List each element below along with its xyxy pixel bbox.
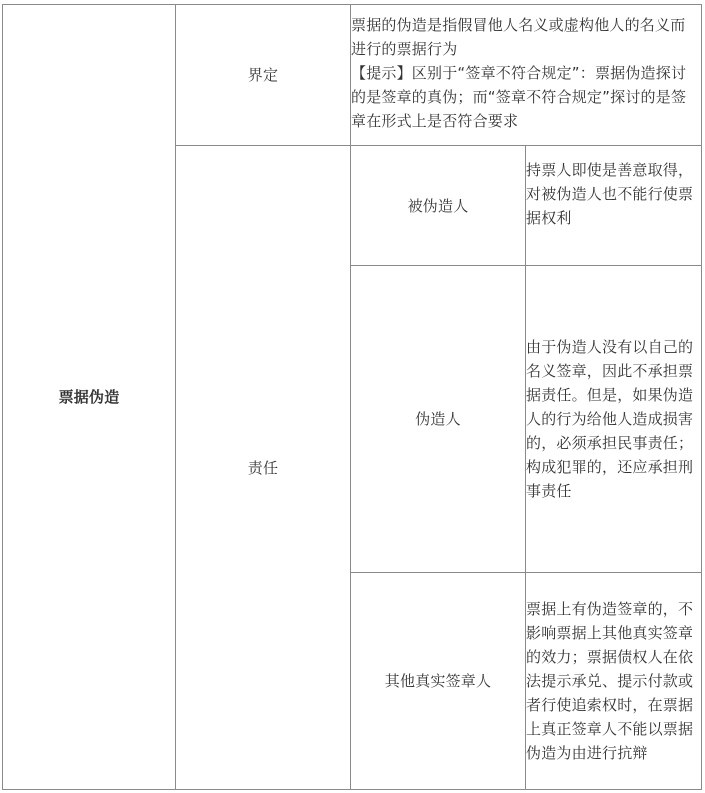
party-cell-forger (351, 266, 525, 572)
party-label: 被伪造人 (407, 196, 469, 215)
table-border-right (701, 4, 702, 790)
liability-text-cell-other-signers (526, 573, 694, 789)
party-cell-forged-person (351, 146, 525, 265)
topic-label: 票据伪造 (58, 388, 120, 406)
liability-text-cell-forged-person (526, 158, 694, 258)
liability-label: 责任 (247, 458, 279, 477)
liability-text: 持票人即使是善意取得，对被伪造人也不能行使票据权利 (526, 161, 694, 227)
topic-cell (3, 5, 175, 789)
definition-content-cell (351, 13, 691, 137)
liability-text: 由于伪造人没有以自己的名义签章，因此不承担票据责任。但是，如果伪造人的行为给他人造成损害的，必须承担民事责任；构成犯罪的，还应承担刑事责任 (526, 338, 694, 500)
definition-label-cell (176, 5, 350, 145)
definition-content (351, 13, 691, 133)
party-label: 伪造人 (415, 410, 461, 428)
definition-note: 【提示】区别于“签章不符合规定”：票据伪造探讨的是签章的真伪；而“签章不符合规定”探讨的是签章在形式上是否符合要求 (351, 64, 687, 130)
liability-label-cell (176, 146, 350, 789)
liability-text: 票据上有伪造签章的，不影响票据上其他真实签章的效力；票据债权人在依法提示承兑、提示付款或者行使追索权时，在票据上真正签章人不能以票据伪造为由进行抗辩 (526, 600, 694, 762)
party-cell-other-signers (351, 573, 525, 789)
liability-text-cell-forger (526, 266, 694, 572)
party-label: 其他真实签章人 (384, 672, 492, 690)
definition-label: 界定 (247, 66, 279, 84)
definition-text: 票据的伪造是指假冒他人名义或虚构他人的名义而进行的票据行为 (351, 16, 686, 58)
table-border-bottom (2, 789, 702, 790)
